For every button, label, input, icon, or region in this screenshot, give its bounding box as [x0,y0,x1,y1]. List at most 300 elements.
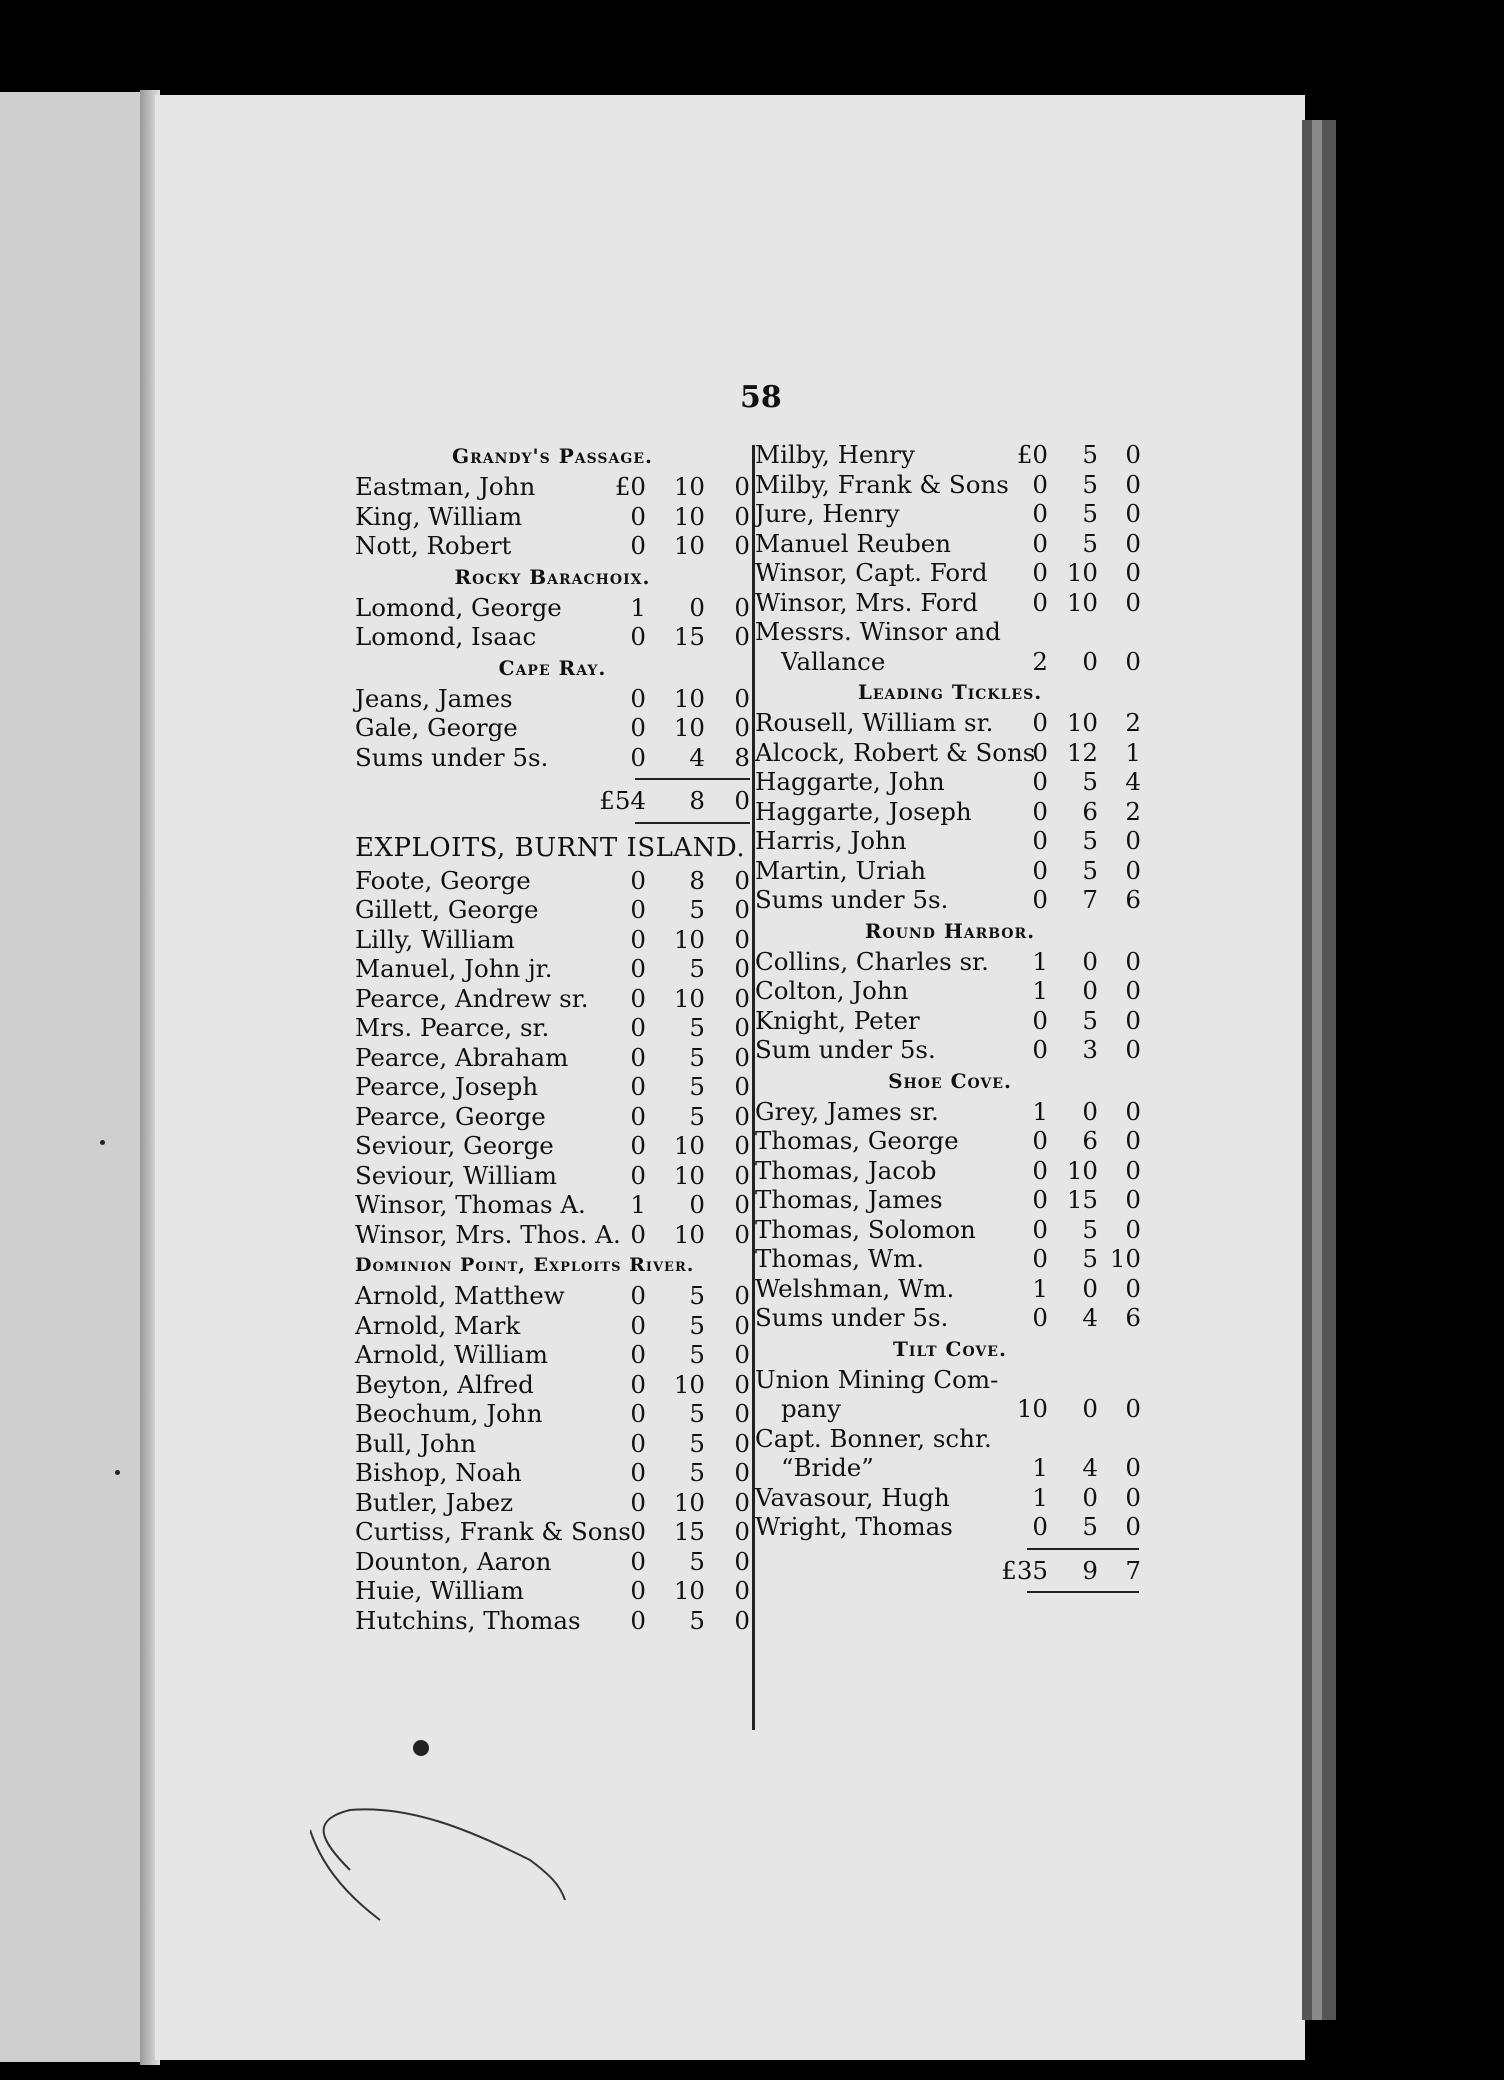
amount-pounds: 0 [1032,1005,1048,1035]
amount-shillings: 10 [673,531,705,560]
speck [115,1470,120,1475]
list-item [355,786,750,816]
amount-pence: 0 [1125,469,1141,499]
amount-shillings: 0 [1082,1096,1098,1126]
amount-shillings: 5 [1082,1005,1098,1035]
list-item [755,947,1145,977]
amount-pounds: 0 [1032,1035,1048,1064]
amount-pounds: 0 [630,895,646,924]
amount-shillings: 10 [673,501,705,531]
amount-pence: 0 [1125,1214,1141,1244]
amount-shillings: 5 [1082,499,1098,528]
contributor-name: Jure, Henry [755,499,900,528]
list-item [755,529,1145,559]
contributor-name: Bull, John [355,1428,477,1458]
contributor-name: Lomond, George [355,592,562,622]
amount-shillings: 8 [689,786,705,815]
list-item [755,826,1145,856]
list-item [355,1190,750,1220]
amount-shillings: 5 [689,1042,705,1072]
contributor-name: Foote, George [355,865,531,895]
amount-pence: 0 [734,786,750,815]
amount-shillings: 0 [1082,1273,1098,1303]
amount-pounds: 0 [630,1281,646,1310]
contributor-name: Gale, George [355,713,518,742]
amount-pence: 0 [734,1517,750,1546]
contributor-name: Curtiss, Frank & Sons [355,1517,631,1546]
contributor-name: Sum under 5s. [755,1035,936,1064]
contributor-name: Winsor, Mrs. Thos. A. [355,1219,621,1249]
list-item [755,470,1145,500]
list-item [755,1185,1145,1215]
contributor-name: Welshman, Wm. [755,1273,955,1303]
amount-pounds: 0 [630,531,646,560]
facing-page-edge [0,92,150,2062]
list-item [355,531,750,561]
contributor-name: Winsor, Capt. Ford [755,558,988,587]
amount-pence: 0 [734,1042,750,1072]
contributor-name: Knight, Peter [755,1005,920,1035]
amount-pounds: 0 [630,1369,646,1399]
contributor-name: Butler, Jabez [355,1487,514,1517]
contributor-name: Sums under 5s. [755,1303,949,1332]
amount-shillings: 10 [1066,1155,1098,1185]
list-item [755,708,1145,738]
contributor-name: Thomas, James [755,1185,943,1214]
list-item [355,1517,750,1547]
amount-shillings: 15 [673,1517,705,1546]
amount-shillings: 15 [673,622,705,651]
contributor-name: Alcock, Robert & Sons [755,737,1036,767]
contributor-name: Thomas, Wm. [755,1244,925,1273]
page-number: 58 [740,380,782,415]
section-heading: Shoe Cove. [888,1068,1012,1093]
amount-pounds: 0 [1032,469,1048,499]
contributor-name: Manuel Reuben [755,528,952,558]
amount-pounds: 0 [630,954,646,983]
amount-pence: 0 [734,472,750,501]
book-edge-highlight [1312,120,1322,2020]
amount-shillings: 10 [673,1219,705,1249]
amount-pounds: 2 [1032,646,1048,676]
contributor-name: Beyton, Alfred [355,1369,534,1399]
contributor-name: Seviour, William [355,1160,558,1190]
list-item [355,895,750,925]
amount-pence: 0 [734,622,750,651]
list-item [355,1281,750,1311]
contributor-name: Milby, Frank & Sons [755,469,1009,499]
section-heading: Grandy's Passage. [452,444,653,468]
amount-pence: 0 [734,1369,750,1399]
contributor-name: Lilly, William [355,924,515,954]
pencil-scribble [310,1790,630,1930]
amount-shillings: 10 [673,472,705,501]
section-heading: Round Harbor. [864,918,1036,943]
list-item [355,472,750,502]
amount-pounds: 0 [630,742,646,772]
section-heading: Leading Tickles. [857,680,1043,704]
contributor-name: pany [781,1394,841,1423]
contributor-name: King, William [355,501,523,531]
amount-pence: 0 [734,1605,750,1635]
amount-shillings: 0 [1082,646,1098,676]
amount-pence: 0 [1125,1453,1141,1482]
list-item [755,1483,1145,1513]
amount-pounds: 0 [630,1013,646,1042]
amount-shillings: 0 [1082,976,1098,1005]
amount-shillings: 5 [689,1072,705,1101]
contributor-name: Thomas, Solomon [755,1214,976,1244]
contributor-name: Thomas, George [755,1126,959,1155]
list-item [755,1274,1145,1304]
list-item [355,925,750,955]
contributor-name: Jeans, James [355,683,513,713]
amount-pence: 0 [734,1013,750,1042]
list-item [355,1161,750,1191]
amount-pounds: 0 [1032,796,1048,826]
list-item [355,1340,750,1370]
contributor-name: Arnold, Matthew [355,1281,565,1310]
amount-pence: 0 [1125,1482,1141,1512]
list-item [755,885,1145,915]
amount-pounds: 0 [630,1219,646,1249]
amount-pounds: 10 [1016,1394,1048,1423]
list-item [355,1488,750,1518]
list-item [755,856,1145,886]
amount-pence: 0 [1125,587,1141,617]
amount-pounds: 0 [630,713,646,742]
contributor-name: Hutchins, Thomas [355,1605,581,1635]
amount-pence: 0 [1125,1512,1141,1541]
amount-pence: 0 [734,531,750,560]
list-item [755,1556,1145,1586]
list-item [755,1156,1145,1186]
amount-shillings: 10 [673,924,705,954]
contributor-name: Sums under 5s. [355,742,549,772]
amount-pence: 0 [734,954,750,983]
amount-pounds: 1 [1032,1096,1048,1126]
amount-pounds: 0 [630,983,646,1013]
contributor-name: Arnold, William [355,1340,548,1369]
amount-pence: 0 [734,1131,750,1160]
amount-shillings: 5 [1082,1512,1098,1541]
amount-pence: 1 [1125,737,1141,767]
rule-row [355,772,750,786]
amount-shillings: 5 [689,895,705,924]
amount-shillings: 5 [689,1399,705,1428]
amount-shillings: 12 [1066,737,1098,767]
contributor-name: Dounton, Aaron [355,1546,552,1576]
amount-shillings: 10 [673,1576,705,1605]
list-item [355,866,750,896]
amount-shillings: 5 [1082,1244,1098,1273]
contributor-name: Seviour, George [355,1131,554,1160]
list-item [755,767,1145,797]
amount-pounds: 0 [630,1072,646,1101]
contributor-name: Bishop, Noah [355,1458,522,1487]
contributor-name: Pearce, George [355,1101,546,1131]
contributor-name: Wright, Thomas [755,1512,953,1541]
contributor-name: Lomond, Isaac [355,622,537,651]
list-item [355,1102,750,1132]
amount-pounds: 1 [1032,1453,1048,1482]
amount-shillings: 5 [689,1458,705,1487]
amount-pence: 0 [734,983,750,1013]
amount-pounds: 0 [630,1517,646,1546]
amount-shillings: 5 [1082,1214,1098,1244]
amount-shillings: 10 [673,1160,705,1190]
contributor-name: Pearce, Joseph [355,1072,539,1101]
amount-pence: 0 [1125,1273,1141,1303]
amount-pounds: 0 [1032,1512,1048,1541]
section-heading: Dominion Point, Exploits River. [355,1254,695,1276]
amount-pence: 0 [1125,1035,1141,1064]
amount-shillings: 9 [1082,1555,1098,1585]
section-heading: EXPLOITS, BURNT ISLAND. [355,832,746,863]
list-item [755,1006,1145,1036]
amount-pence: 10 [1109,1244,1141,1273]
amount-pence: 0 [1125,1155,1141,1185]
amount-pence: 0 [734,1399,750,1428]
amount-pence: 0 [1125,976,1141,1005]
amount-pence: 0 [734,1428,750,1458]
amount-pounds: 0 [1032,499,1048,528]
amount-pence: 0 [1125,1185,1141,1214]
amount-pounds: 1 [630,592,646,622]
list-item [355,1458,750,1488]
amount-pence: 0 [1125,855,1141,885]
amount-pence: 0 [734,1190,750,1219]
amount-pence: 0 [734,1340,750,1369]
list-item [755,976,1145,1006]
contributor-name: Arnold, Mark [355,1310,521,1340]
list-item [355,1131,750,1161]
list-item [355,1547,750,1577]
amount-shillings: 10 [673,1131,705,1160]
amount-shillings: 5 [1082,469,1098,499]
speck [100,1140,105,1145]
contributor-name: Winsor, Thomas A. [355,1190,586,1219]
total-rule [635,822,750,824]
total-rule [635,778,750,780]
amount-pence: 6 [1125,885,1141,914]
amount-pence: 0 [734,501,750,531]
amount-pence: 0 [734,683,750,713]
contributor-name: “Bride” [781,1453,874,1482]
contributor-name: Collins, Charles sr. [755,946,989,976]
amount-pence: 0 [734,895,750,924]
amount-pounds: 0 [1032,1126,1048,1155]
amount-pounds: 0 [630,1399,646,1428]
amount-pounds: 0 [630,1576,646,1605]
amount-pence: 0 [734,1310,750,1340]
list-item [355,593,750,623]
amount-pounds: 0 [1032,826,1048,855]
amount-pence: 0 [1125,440,1141,469]
amount-shillings: 5 [689,1340,705,1369]
amount-pence: 0 [734,865,750,895]
list-item [355,743,750,773]
amount-pounds: £54 [599,786,646,815]
amount-pounds: 1 [1032,1273,1048,1303]
amount-pence: 0 [1125,1126,1141,1155]
contributor-name: Winsor, Mrs. Ford [755,587,979,617]
amount-shillings: 5 [689,1013,705,1042]
contributor-name: Thomas, Jacob [755,1155,937,1185]
amount-pence: 0 [734,1576,750,1605]
amount-pounds: 0 [1032,1303,1048,1332]
total-rule [1027,1548,1139,1550]
list-item [355,1606,750,1636]
amount-pounds: 0 [1032,885,1048,914]
amount-pounds: 0 [1032,855,1048,885]
amount-pence: 0 [734,1281,750,1310]
amount-pounds: 0 [1032,587,1048,617]
list-item [355,954,750,984]
amount-shillings: 4 [1082,1303,1098,1332]
amount-shillings: 0 [1082,1394,1098,1423]
contributor-name: Milby, Henry [755,440,915,469]
amount-shillings: 10 [673,683,705,713]
amount-pounds: 0 [1032,767,1048,796]
contributor-name: Sums under 5s. [755,885,949,914]
list-item [355,713,750,743]
amount-pence: 0 [1125,1005,1141,1035]
amount-shillings: 6 [1082,796,1098,826]
list-item [355,1311,750,1341]
amount-shillings: 10 [673,713,705,742]
amount-shillings: 7 [1082,885,1098,914]
list-item [755,1244,1145,1274]
list-item [755,1453,1145,1483]
list-item [355,1013,750,1043]
amount-pence: 0 [734,592,750,622]
list-item [755,738,1145,768]
amount-shillings: 0 [1082,1482,1098,1512]
amount-pounds: 1 [1032,1482,1048,1512]
amount-shillings: 10 [673,1369,705,1399]
list-item [755,617,1145,647]
amount-shillings: 6 [1082,1126,1098,1155]
amount-shillings: 5 [1082,855,1098,885]
amount-pence: 0 [734,1160,750,1190]
right-column [755,440,1145,1599]
contributor-name: Capt. Bonner, schr. [755,1423,992,1453]
amount-pence: 0 [1125,1394,1141,1423]
list-item [755,647,1145,677]
amount-pounds: 0 [630,1428,646,1458]
amount-pounds: £35 [1001,1555,1048,1585]
amount-pounds: 0 [1032,1185,1048,1214]
amount-shillings: 5 [689,1428,705,1458]
amount-pence: 0 [734,924,750,954]
amount-shillings: 4 [1082,1453,1098,1482]
list-item [355,1370,750,1400]
amount-pounds: 0 [1032,528,1048,558]
amount-pounds: 0 [1032,1155,1048,1185]
amount-pounds: 0 [1032,1214,1048,1244]
amount-pounds: 1 [1032,946,1048,976]
list-item [755,588,1145,618]
contributor-name: Rousell, William sr. [755,708,994,737]
amount-pounds: 0 [630,1546,646,1576]
amount-pence: 0 [1125,558,1141,587]
amount-pounds: 0 [630,924,646,954]
list-item [755,1394,1145,1424]
amount-pence: 0 [1125,946,1141,976]
amount-shillings: 4 [689,742,705,772]
rule-row [355,816,750,830]
amount-shillings: 5 [689,1546,705,1576]
contributor-name: Haggarte, Joseph [755,796,972,826]
list-item [755,1303,1145,1333]
list-item [755,797,1145,827]
amount-pence: 4 [1125,767,1141,796]
amount-pounds: £0 [614,472,646,501]
list-item [355,502,750,532]
amount-shillings: 5 [1082,528,1098,558]
amount-shillings: 5 [689,1310,705,1340]
amount-pounds: 0 [630,1605,646,1635]
amount-pounds: 1 [1032,976,1048,1005]
amount-pounds: 0 [630,683,646,713]
contributor-name: Messrs. Winsor and [755,617,1001,646]
contributor-name: Beochum, John [355,1399,543,1428]
contributor-name: Pearce, Andrew sr. [355,983,589,1013]
amount-pounds: 0 [630,1487,646,1517]
contributor-name: Union Mining Com- [755,1364,999,1394]
amount-shillings: 0 [689,592,705,622]
list-item [755,440,1145,470]
contributor-name: Nott, Robert [355,531,512,560]
list-item [355,622,750,652]
amount-pounds: 0 [630,1042,646,1072]
amount-pounds: 0 [630,1340,646,1369]
list-item [355,984,750,1014]
amount-pence: 6 [1125,1303,1141,1332]
list-item [355,1043,750,1073]
amount-pounds: 0 [630,1131,646,1160]
amount-pounds: 0 [630,1101,646,1131]
list-item [755,1097,1145,1127]
amount-pence: 0 [1125,499,1141,528]
amount-pounds: 0 [630,865,646,895]
list-item [355,1576,750,1606]
amount-pounds: £0 [1016,440,1048,469]
total-rule [1027,1591,1139,1593]
amount-pence: 8 [734,742,750,772]
amount-shillings: 5 [689,954,705,983]
contributor-name: Grey, James sr. [755,1096,939,1126]
list-item [355,1399,750,1429]
list-item [355,684,750,714]
amount-pounds: 0 [630,1458,646,1487]
section-heading: Tilt Cove. [893,1336,1007,1361]
contributor-name: Mrs. Pearce, sr. [355,1013,550,1042]
list-item [755,1126,1145,1156]
list-item [755,1424,1145,1454]
list-item [755,1365,1145,1395]
section-heading: Rocky Barachoix. [454,564,651,589]
contributor-name: Haggarte, John [755,767,945,796]
amount-pence: 0 [734,1219,750,1249]
amount-pounds: 0 [630,622,646,651]
contributor-name: Gillett, George [355,895,539,924]
contributor-name: Martin, Uriah [755,855,927,885]
amount-shillings: 10 [673,1487,705,1517]
amount-pence: 0 [734,1101,750,1131]
amount-shillings: 5 [1082,826,1098,855]
